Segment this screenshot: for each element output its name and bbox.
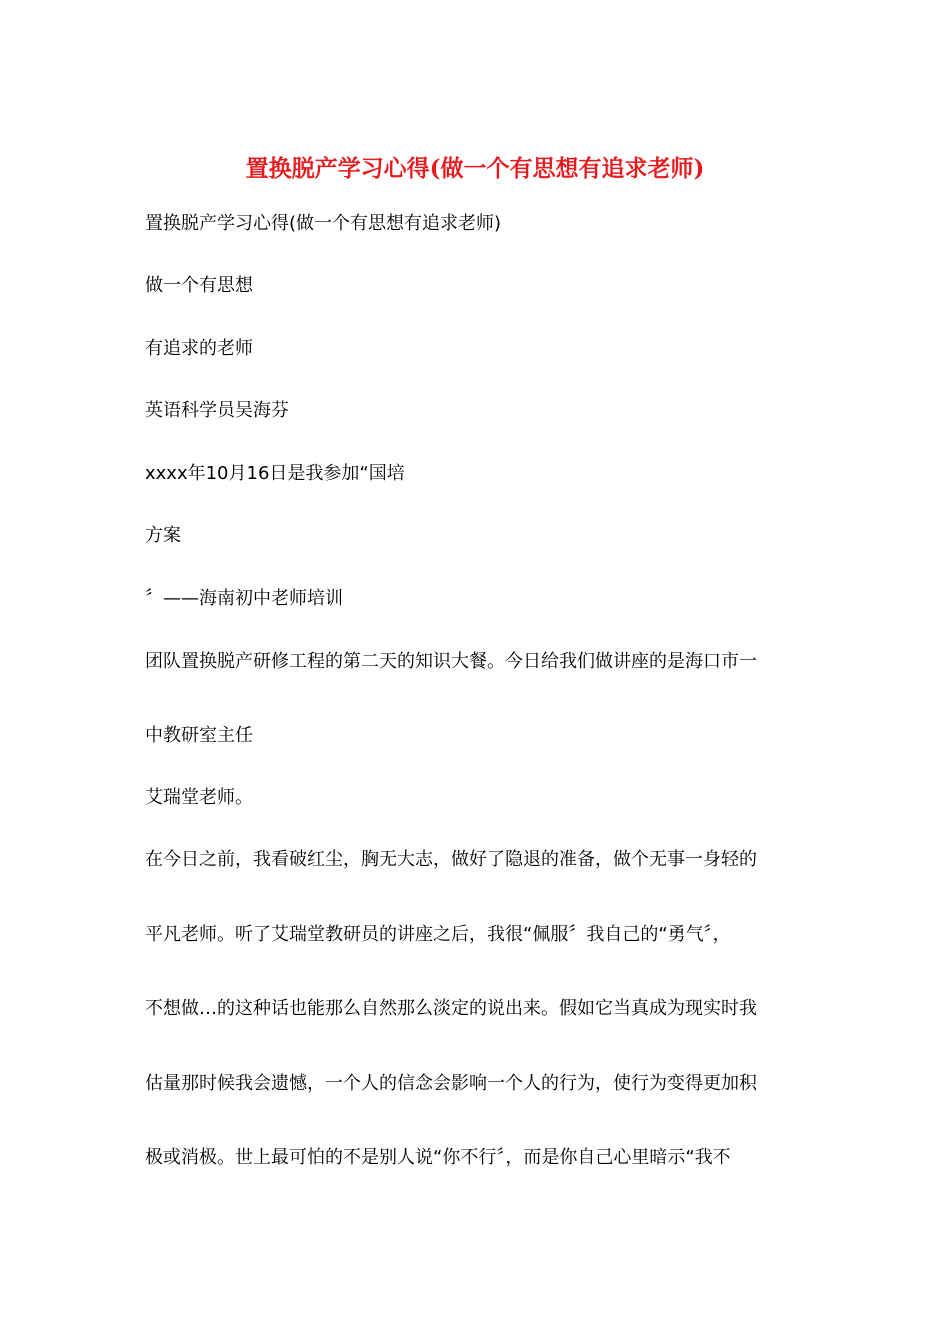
text-line: 平凡老师。听了艾瑞堂教研员的讲座之后，我很“佩服〞我自己的“勇气〞， <box>145 924 731 945</box>
text-line: 〞——海南初中老师培训 <box>145 588 343 609</box>
text-line: 不想做…的这种话也能那么自然那么淡定的说出来。假如它当真成为现实时我 <box>145 998 757 1019</box>
document-title: 置换脱产学习心得(做一个有思想有追求老师) <box>245 155 705 182</box>
text-line: 方案 <box>145 525 181 546</box>
text-line: 极或消极。世上最可怕的不是别人说“你不行〞，而是你自己心里暗示“我不 <box>145 1147 731 1168</box>
text-line: 做一个有思想 <box>145 275 253 296</box>
text-line: 在今日之前，我看破红尘，胸无大志，做好了隐退的准备，做个无事一身轻的 <box>145 849 757 870</box>
text-line: 中教研室主任 <box>145 725 253 746</box>
text-line: 估量那时候我会遗憾，一个人的信念会影响一个人的行为，使行为变得更加积 <box>145 1073 757 1094</box>
text-line: 置换脱产学习心得(做一个有思想有追求老师) <box>145 213 502 234</box>
text-line: 艾瑞堂老师。 <box>145 787 253 808</box>
text-line: 有追求的老师 <box>145 338 253 359</box>
text-line: 英语科学员吴海芬 <box>145 400 289 421</box>
text-line: 团队置换脱产研修工程的第二天的知识大餐。今日给我们做讲座的是海口市一 <box>145 651 757 672</box>
text-line: xxxx年10月16日是我参加“国培 <box>145 463 405 484</box>
